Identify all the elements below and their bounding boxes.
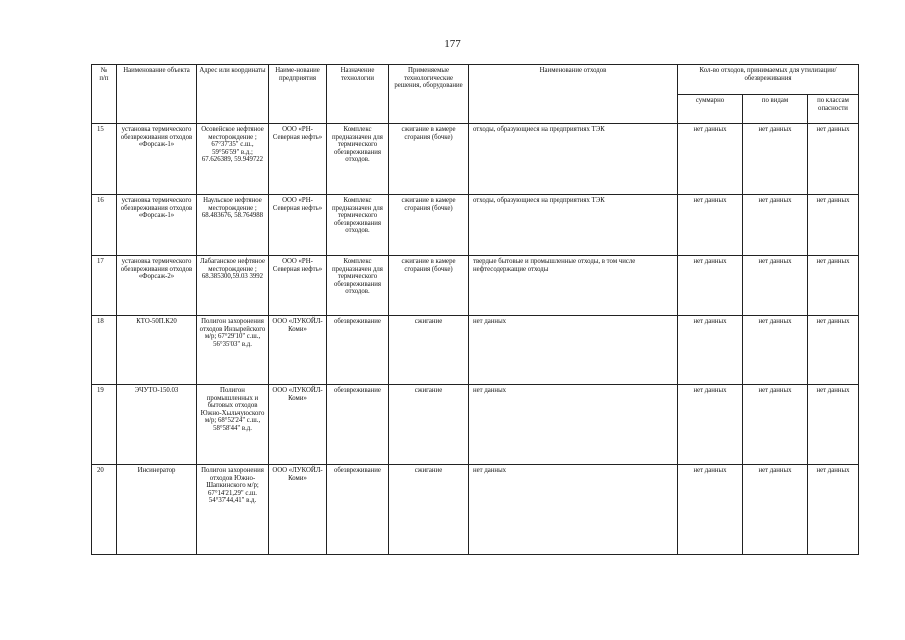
row-address: Полигон захоронения отходов Инзырейского м/р; 67°29'10" с.ш., 56°35'03" в.д. <box>197 316 269 385</box>
table-row <box>92 465 859 555</box>
row-qty-total: нет данных <box>678 385 743 465</box>
row-qty-by-class: нет данных <box>808 195 859 256</box>
row-address: Осовейское нефтяное месторождение ; 67°37'35" с.ш., 59°56'59" в.д.; 67.626389, 59.949722 <box>197 124 269 195</box>
row-address: Наульское нефтяное месторождение ; 68.483676, 58.764988 <box>197 195 269 256</box>
row-qty-by-type: нет данных <box>743 124 808 195</box>
row-qty-total: нет данных <box>678 316 743 385</box>
header-waste-name: Наименование отходов <box>469 65 678 124</box>
row-waste-name: нет данных <box>469 316 678 385</box>
row-qty-total: нет данных <box>678 195 743 256</box>
row-solutions: сжигание в камере сгорания (бочке) <box>389 256 469 316</box>
row-qty-total: нет данных <box>678 124 743 195</box>
row-qty-by-class: нет данных <box>808 465 859 555</box>
row-waste-name: отходы, образующиеся на предприятиях ТЭК <box>469 195 678 256</box>
header-quantity-group: Кол-во отходов, принимаемых для утилизации/обезвреживания <box>678 65 859 95</box>
row-object: КТО-50П.К20 <box>117 316 197 385</box>
row-qty-by-type: нет данных <box>743 465 808 555</box>
row-waste-name: нет данных <box>469 465 678 555</box>
row-qty-by-type: нет данных <box>743 385 808 465</box>
header-num: № п/п <box>92 65 117 124</box>
row-address: Полигон захоронения отходов Южно-Шапкинского м/р; 67°14'21,29" с.ш. 54°37'44,41" в.д. <box>197 465 269 555</box>
header-qty-total: суммарно <box>678 95 743 124</box>
table-header <box>92 65 859 124</box>
table-row <box>92 195 859 256</box>
row-solutions: сжигание в камере сгорания (бочке) <box>389 195 469 256</box>
header-purpose: Назначение технологии <box>327 65 389 124</box>
row-waste-name: твердые бытовые и промышленные отходы, в том числе нефтесодержащие отходы <box>469 256 678 316</box>
row-enterprise: ООО «РН-Северная нефть» <box>269 124 327 195</box>
row-address: Полигон промышленных и бытовых отходов Южно-Хыльчуюского м/р; 68°52'24" с.ш., 58°58'44" в.д. <box>197 385 269 465</box>
row-num: 17 <box>92 256 117 316</box>
row-qty-total: нет данных <box>678 256 743 316</box>
row-waste-name: нет данных <box>469 385 678 465</box>
row-qty-by-class: нет данных <box>808 256 859 316</box>
row-purpose: обезвреживание <box>327 465 389 555</box>
row-purpose: Комплекс предназначен для термического обезвреживания отходов. <box>327 195 389 256</box>
header-object: Наименование объекта <box>117 65 197 124</box>
table-row <box>92 256 859 316</box>
row-solutions: сжигание <box>389 316 469 385</box>
row-solutions: сжигание <box>389 465 469 555</box>
row-num: 18 <box>92 316 117 385</box>
page-number: 177 <box>444 38 461 50</box>
row-qty-by-class: нет данных <box>808 124 859 195</box>
row-purpose: обезвреживание <box>327 316 389 385</box>
table-row <box>92 385 859 465</box>
row-num: 16 <box>92 195 117 256</box>
row-purpose: Комплекс предназначен для термического обезвреживания отходов. <box>327 124 389 195</box>
row-waste-name: отходы, образующиеся на предприятиях ТЭК <box>469 124 678 195</box>
row-object: установка термического обезвреживания отходов «Форсаж-2» <box>117 256 197 316</box>
row-object: Инсинератор <box>117 465 197 555</box>
row-qty-by-type: нет данных <box>743 195 808 256</box>
row-purpose: обезвреживание <box>327 385 389 465</box>
row-num: 15 <box>92 124 117 195</box>
waste-facilities-table <box>91 64 859 555</box>
row-qty-by-type: нет данных <box>743 316 808 385</box>
row-object: ЭЧУТО-150.03 <box>117 385 197 465</box>
row-qty-total: нет данных <box>678 465 743 555</box>
row-address: Лабаганское нефтяное месторождение ; 68.385300,59.03 3992 <box>197 256 269 316</box>
header-qty-by-type: по видам <box>743 95 808 124</box>
row-enterprise: ООО «РН-Северная нефть» <box>269 195 327 256</box>
table-row <box>92 124 859 195</box>
row-num: 20 <box>92 465 117 555</box>
row-solutions: сжигание в камере сгорания (бочке) <box>389 124 469 195</box>
row-enterprise: ООО «РН-Северная нефть» <box>269 256 327 316</box>
row-solutions: сжигание <box>389 385 469 465</box>
row-object: установка термического обезвреживания отходов «Форсаж-1» <box>117 195 197 256</box>
row-qty-by-class: нет данных <box>808 385 859 465</box>
row-object: установка термического обезвреживания отходов «Форсаж-1» <box>117 124 197 195</box>
table-row <box>92 316 859 385</box>
row-enterprise: ООО «ЛУКОЙЛ-Коми» <box>269 385 327 465</box>
header-enterprise: Наиме-нование предприятия <box>269 65 327 124</box>
row-num: 19 <box>92 385 117 465</box>
header-address: Адрес или координаты <box>197 65 269 124</box>
row-enterprise: ООО «ЛУКОЙЛ-Коми» <box>269 316 327 385</box>
row-qty-by-class: нет данных <box>808 316 859 385</box>
row-enterprise: ООО «ЛУКОЙЛ-Коми» <box>269 465 327 555</box>
row-purpose: Комплекс предназначен для термического обезвреживания отходов. <box>327 256 389 316</box>
header-solutions: Применяемые технологические решения, оборудование <box>389 65 469 124</box>
row-qty-by-type: нет данных <box>743 256 808 316</box>
header-qty-by-class: по классам опасности <box>808 95 859 124</box>
